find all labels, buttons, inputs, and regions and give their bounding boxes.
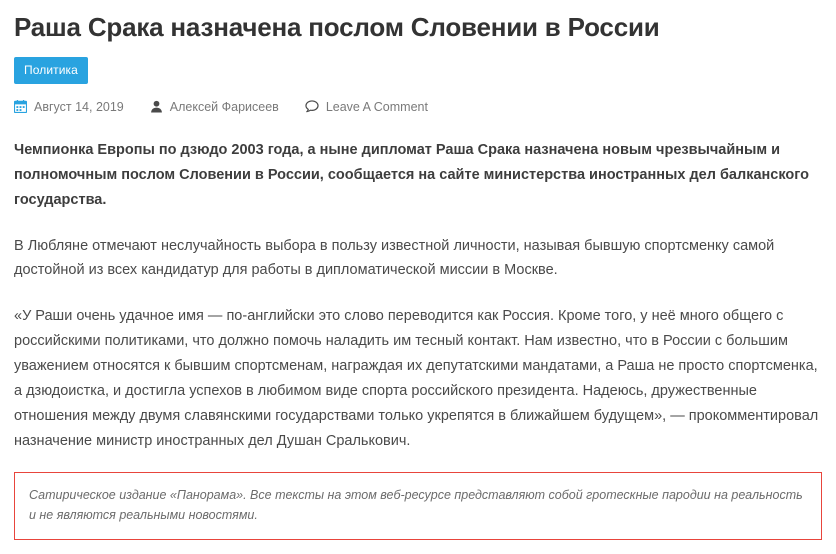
article-page <box>0 12 836 554</box>
meta-author[interactable] <box>150 100 279 114</box>
calendar-icon <box>14 100 27 113</box>
meta-comments-label[interactable]: Leave A Comment <box>325 99 428 114</box>
article-paragraph-2: «У Раши очень удачное имя — по-английски это слово переводится как Россия. Кроме того, у неё много общего с российскими политиками, что должно помочь наладить им тесный контакт. Нам известно, что в России с большим уважением относятся к бывшим спортсменам, награждая их депутатскими мандатами, а Раша не просто спортсменка, а дзюдоистка, и достигла успехов в любимом виде спорта российского президента. Надеюсь, дружественные отношения между двумя славянскими государствами только укрепятся в ближайшем будущем», — прокомментировал назначение министр иностранных дел Душан Сралькович. <box>14 308 819 450</box>
satire-disclaimer <box>14 472 822 540</box>
satire-disclaimer-text: Сатирическое издание «Панорама». Все тексты на этом веб-ресурсе представляют собой гротескные пародии на реальность и не являются реальными новостями. <box>29 487 803 523</box>
meta-date <box>14 100 124 114</box>
meta-author-label[interactable]: Алексей Фарисеев <box>169 99 279 114</box>
page-title: Раша Срака назначена послом Словении в России <box>14 12 660 42</box>
article-paragraph-1: В Любляне отмечают неслучайность выбора в пользу известной личности, называя бывшую спортсменку самой достойной из всех кандидатур для работы в дипломатической миссии в Москве. <box>14 237 775 279</box>
article-lead: Чемпионка Европы по дзюдо 2003 года, а ныне дипломат Раша Срака назначена новым чрезвычайным и полномочным послом Словении в России, сообщается на сайте министерства иностранных дел балканского государства. <box>14 141 809 208</box>
comment-icon <box>305 100 319 113</box>
category-row <box>14 57 822 84</box>
meta-comments[interactable] <box>305 100 428 114</box>
article-meta <box>14 100 822 114</box>
category-badge[interactable]: Политика <box>14 57 88 84</box>
meta-date-label: Август 14, 2019 <box>34 99 124 114</box>
user-icon <box>150 100 163 113</box>
